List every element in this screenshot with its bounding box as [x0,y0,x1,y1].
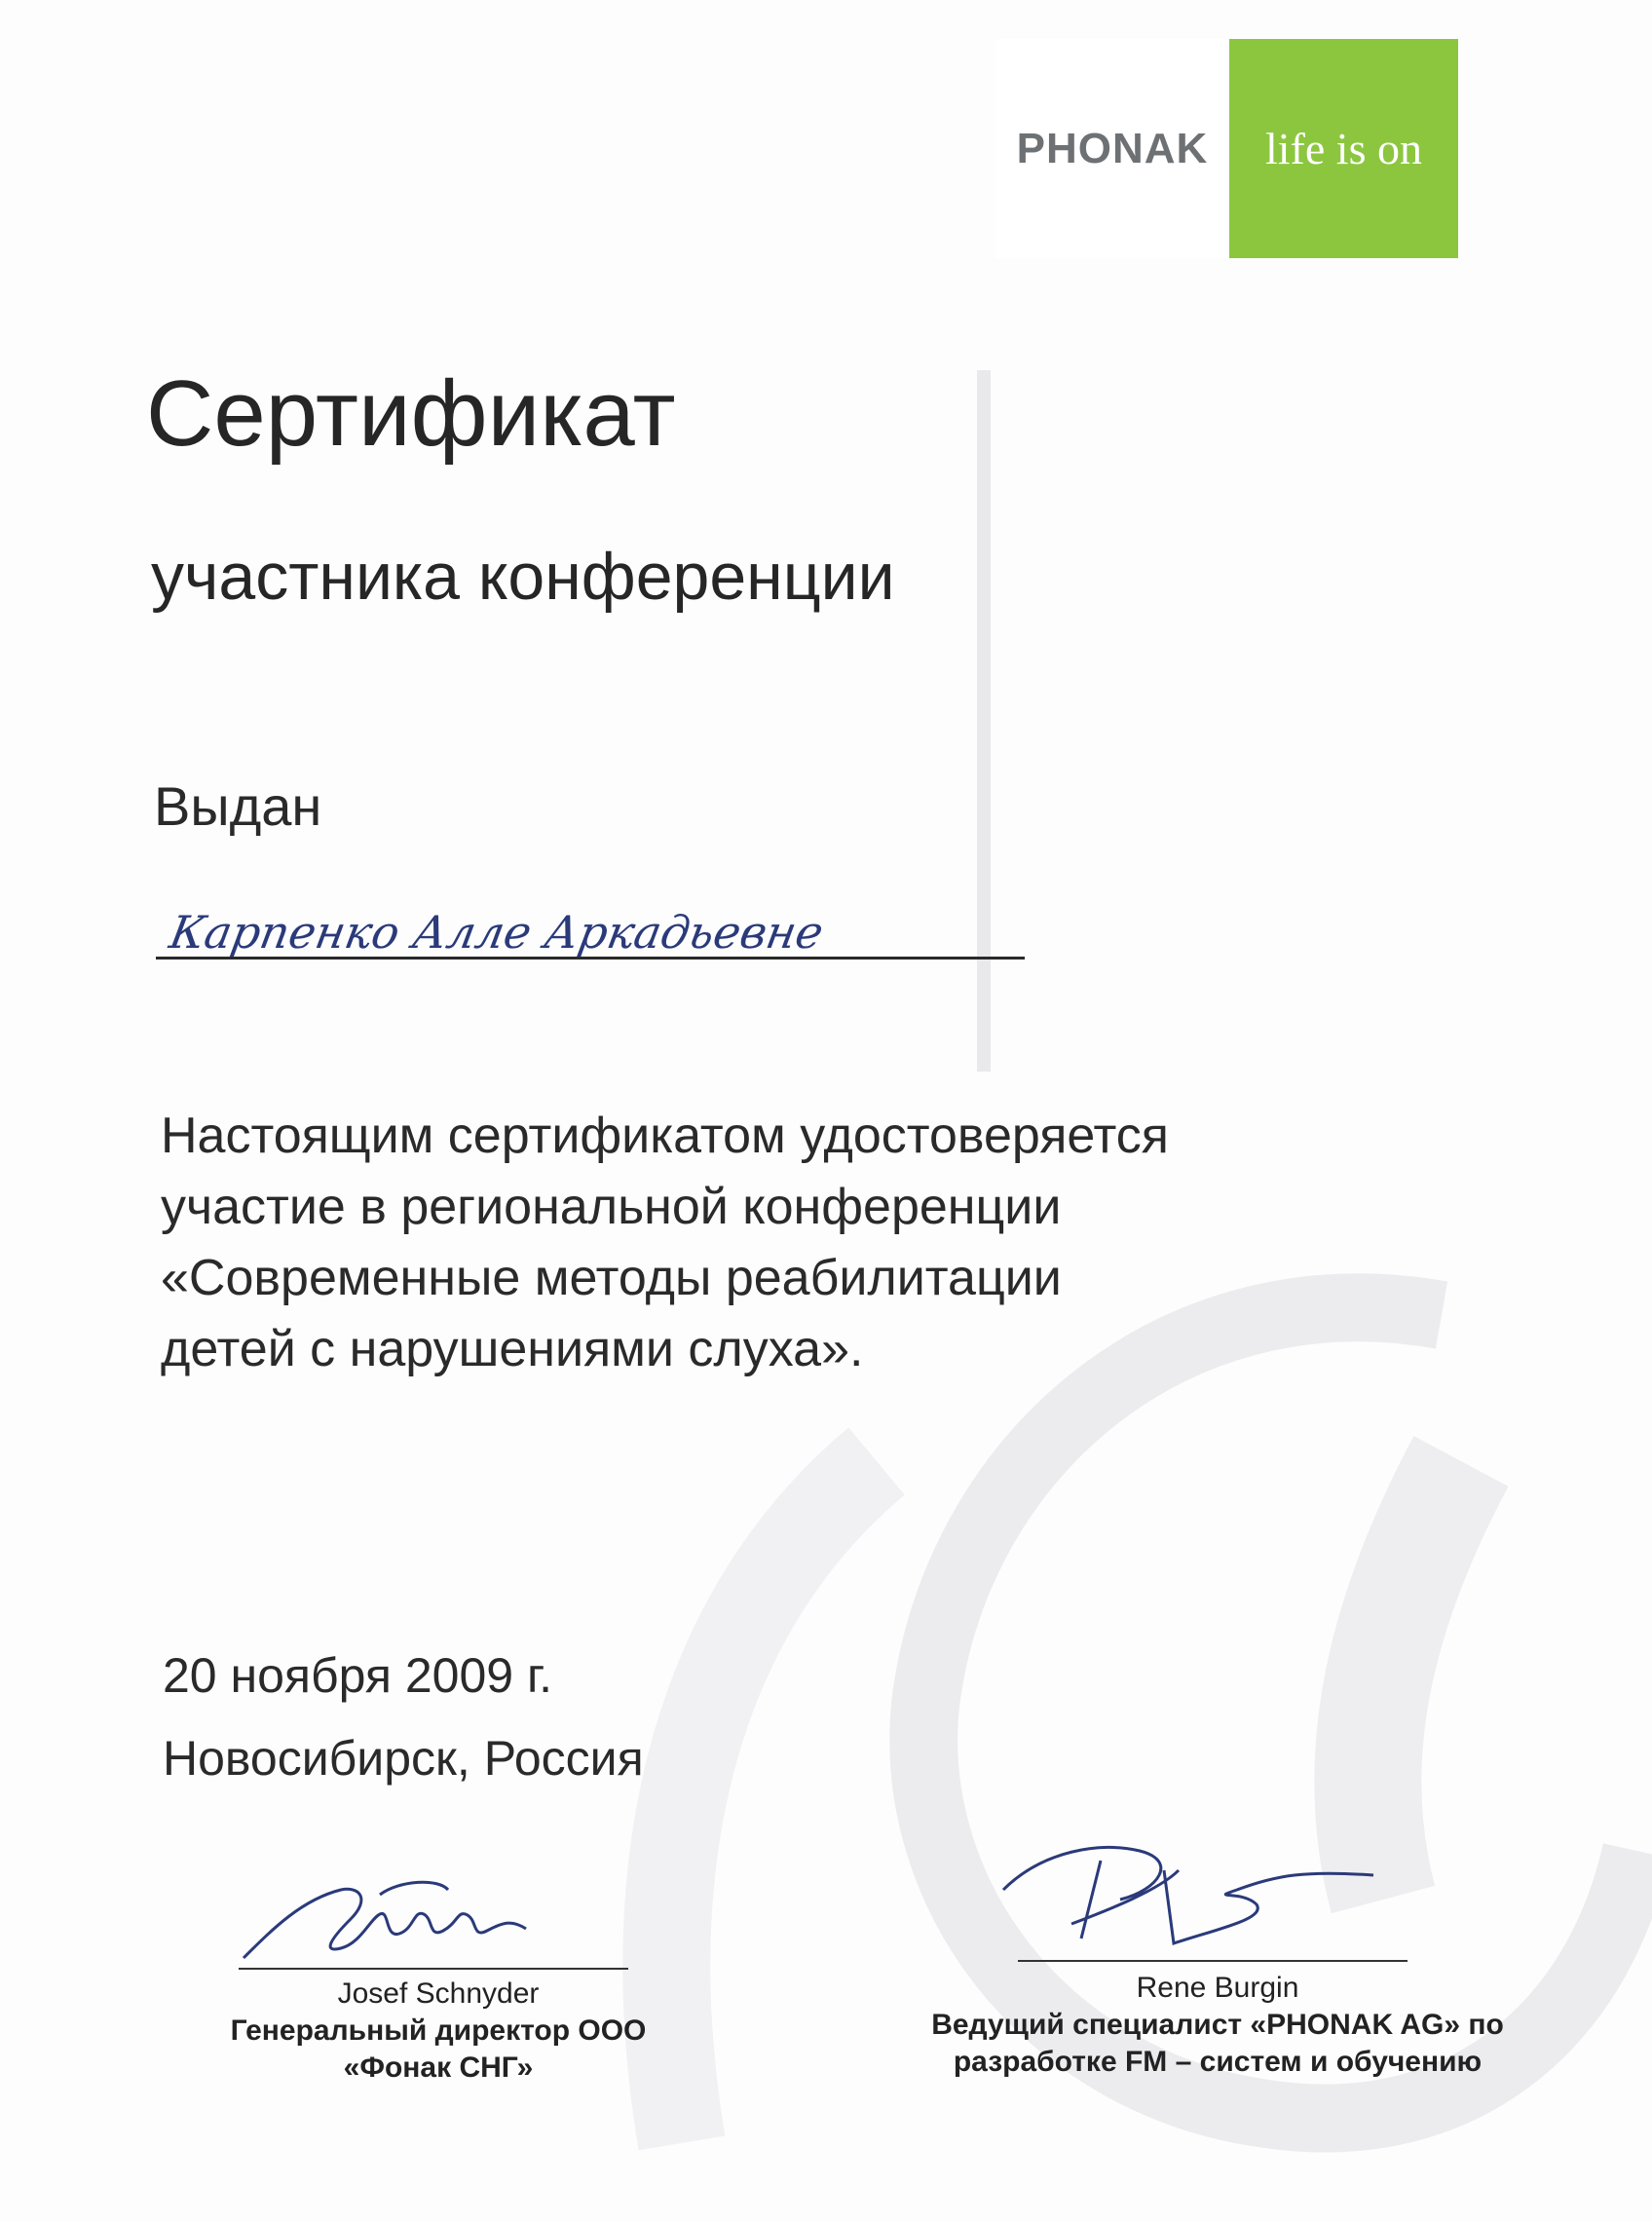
signature-1-scribble [234,1861,584,1977]
recipient-name-handwritten: Карпенко Алле Аркадьевне [166,906,828,959]
signatory-2-role: разработке FM – систем и обучению [953,2046,1483,2078]
phonak-logo [995,39,1458,258]
signature-2-scribble [984,1831,1393,1958]
signature-2-line [1018,1960,1408,1962]
body-line: «Современные методы реабилитации [161,1250,1062,1306]
signatory-1 [185,1976,692,2087]
certificate-body [161,1101,1169,1385]
logo-tagline-block [1229,39,1458,258]
signatory-1-role: «Фонак СНГ» [343,2052,534,2084]
logo-brand-block [995,39,1229,258]
body-line: Настоящим сертификатом удостоверяется [161,1108,1169,1164]
recipient-underline [156,957,1025,960]
certificate-title: Сертификат [146,361,676,466]
signature-1-line [239,1968,628,1970]
issued-label: Выдан [154,775,322,837]
signatory-1-role: Генеральный директор ООО [230,2014,647,2047]
signatory-1-name: Josef Schnyder [337,1977,540,2010]
signatory-2 [877,1970,1558,2081]
body-line: участие в региональной конференции [161,1179,1062,1235]
logo-tagline-text: life is on [1265,124,1422,173]
issue-date: 20 ноября 2009 г. [163,1648,552,1703]
issue-place: Новосибирск, Россия [163,1731,644,1786]
signatory-2-role: Ведущий специалист «PHONAK AG» по [931,2009,1504,2041]
signatory-2-name: Rene Burgin [1136,1972,1299,2004]
certificate-subtitle: участника конференции [151,540,895,614]
logo-brand-text: PHONAK [1016,124,1209,172]
body-line: детей с нарушениями слуха». [161,1321,864,1377]
